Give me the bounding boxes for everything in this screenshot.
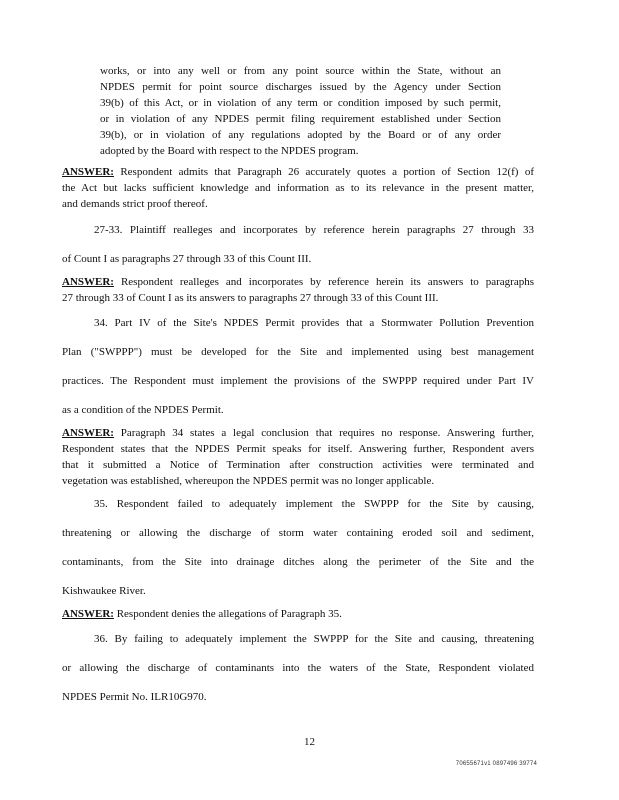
quote-line: adopted by the Board with respect to the NPDES program. xyxy=(100,145,359,157)
quote-line: works, or into any well or from any point source within the State, without an xyxy=(100,65,501,77)
page-number: 12 xyxy=(304,736,315,748)
paragraph-27-33-line: of Count I as paragraphs 27 through 33 of this Count III. xyxy=(62,253,312,265)
paragraph-34-line: Plan ("SWPPP") must be developed for the Site and implemented using best management xyxy=(62,346,534,358)
paragraph-34-line: 34. Part IV of the Site's NPDES Permit provides that a Stormwater Pollution Prevention xyxy=(94,317,534,329)
paragraph-34-line: practices. The Respondent must implement the provisions of the SWPPP required under Part IV xyxy=(62,375,534,387)
answer-34-line: that it submitted a Notice of Termination after construction activities were terminated and xyxy=(62,459,534,471)
answer-label: ANSWER: xyxy=(62,608,114,620)
answer-26-line: ANSWER: Respondent admits that Paragraph 26 accurately quotes a portion of Section 12(f) of xyxy=(62,166,534,178)
paragraph-27-33-line: 27-33. Plaintiff realleges and incorporates by reference herein paragraphs 27 through 33 xyxy=(94,224,534,236)
answer-27-33-line: ANSWER: Respondent realleges and incorporates by reference herein its answers to paragraphs xyxy=(62,276,535,288)
answer-label: ANSWER: xyxy=(62,427,114,439)
answer-26-line: and demands strict proof thereof. xyxy=(62,198,208,210)
quote-line: or in violation of any NPDES permit filing requirement established under Section xyxy=(100,113,501,125)
paragraph-36-line: or allowing the discharge of contaminants into the waters of the State, Respondent violated xyxy=(62,662,534,674)
paragraph-36-line: NPDES Permit No. ILR10G970. xyxy=(62,691,207,703)
paragraph-34-line: as a condition of the NPDES Permit. xyxy=(62,404,224,416)
quote-line: NPDES permit for point source discharges issued by the Agency under Section xyxy=(100,81,501,93)
quote-line: 39(b), or in violation of any regulations adopted by the Board or of any order xyxy=(100,129,501,141)
answer-label: ANSWER: xyxy=(62,276,114,288)
paragraph-35-line: threatening or allowing the discharge of storm water containing eroded soil and sediment, xyxy=(62,527,534,539)
answer-26-line: the Act but lacks sufficient knowledge and information as to its relevance in the present matter, xyxy=(62,182,534,194)
answer-34-line: Respondent states that the NPDES Permit speaks for itself. Answering further, Respondent avers xyxy=(62,443,534,455)
document-id: 70655671v1 0897496 39774 xyxy=(455,761,537,767)
paragraph-36-line: 36. By failing to adequately implement the SWPPP for the Site and causing, threatening xyxy=(94,633,534,645)
paragraph-35-line: 35. Respondent failed to adequately implement the SWPPP for the Site by causing, xyxy=(94,498,534,510)
answer-35-line: ANSWER: Respondent denies the allegations of Paragraph 35. xyxy=(62,608,342,620)
paragraph-35-line: contaminants, from the Site into drainage ditches along the perimeter of the Site and the xyxy=(62,556,534,568)
answer-34-line: vegetation was established, whereupon the NPDES permit was no longer applicable. xyxy=(62,475,435,487)
answer-label: ANSWER: xyxy=(62,166,114,178)
answer-27-33-line: 27 through 33 of Count I as its answers to paragraphs 27 through 33 of this Count III. xyxy=(62,292,439,304)
quote-line: 39(b) of this Act, or in violation of any term or condition imposed by such permit, xyxy=(100,97,501,109)
answer-34-line: ANSWER: Paragraph 34 states a legal conclusion that requires no response. Answering further, xyxy=(62,427,535,439)
paragraph-35-line: Kishwaukee River. xyxy=(62,585,146,597)
